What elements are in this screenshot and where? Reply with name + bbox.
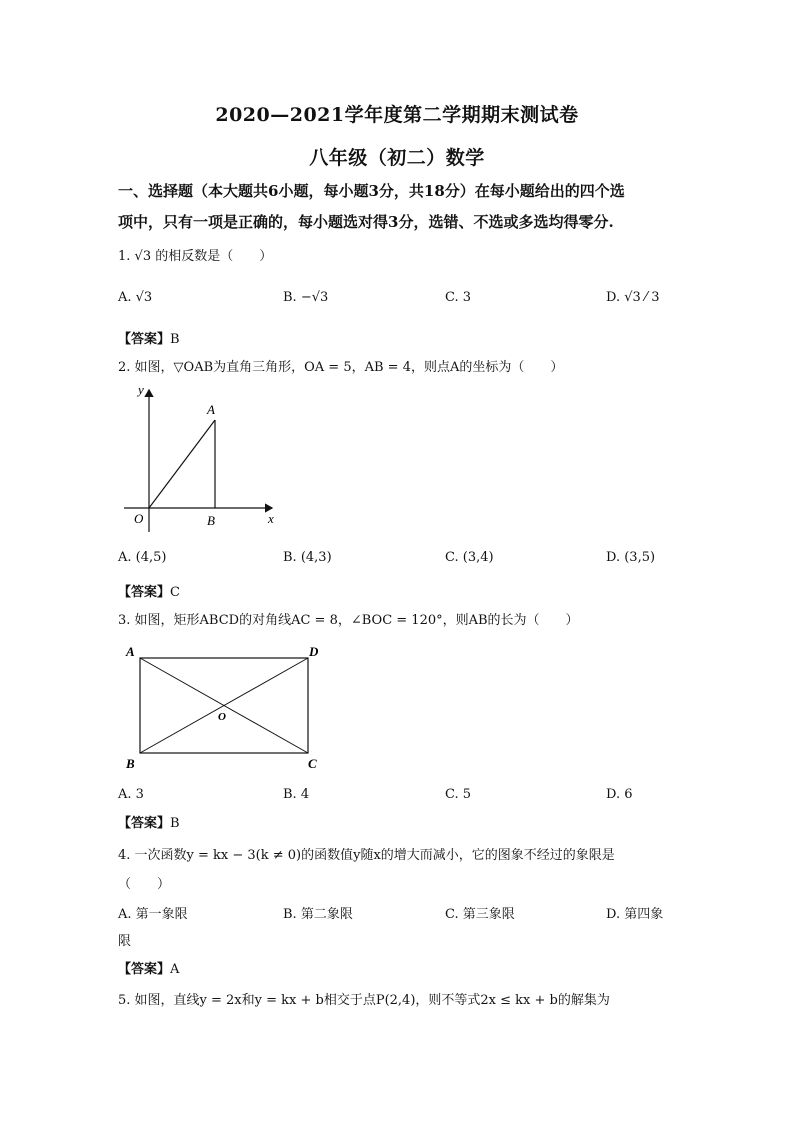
label-o: O [218,711,226,723]
label-y: y [138,382,144,397]
question-3-option-a: A. 3 [118,787,144,802]
label-o: O [134,511,144,526]
question-2-option-d: D. (3,5) [606,550,656,565]
answer-label: 【答案】 [118,816,171,831]
question-4-option-d: D. 第四象 [606,907,664,922]
answer-value: C [170,585,180,600]
answer-label: 【答案】 [118,332,171,347]
question-1-option-d: D. √3 ⁄ 3 [606,290,660,305]
question-1-option-c: C. 3 [445,290,472,305]
answer-value: B [170,332,180,347]
question-1-text: 1. √3 的相反数是（ ） [118,249,273,264]
answer-label: 【答案】 [118,585,171,600]
question-3-option-d: D. 6 [606,787,633,802]
question-3-option-b: B. 4 [283,787,310,802]
section-instructions-line1: 一、选择题（本大题共6小题，每小题3分，共18分）在每小题给出的四个选 [118,182,625,200]
question-4-answer [118,958,179,977]
question-1-answer [118,328,180,347]
label-d: D [309,644,319,659]
answer-value: A [170,962,180,977]
question-4-text: 4. 一次函数y = kx − 3(k ≠ 0)的函数值y随x的增大而减小，它的图象不经过的象限是 [118,848,615,863]
question-3-answer [118,812,180,831]
question-2-answer [118,581,180,600]
label-c: C [308,756,317,770]
question-3-option-c: C. 5 [445,787,472,802]
question-2-option-b: B. (4,3) [283,550,332,565]
label-b: B [126,756,135,770]
label-a: A [126,644,135,659]
section-instructions-line2: 项中，只有一项是正确的，每小题选对得3分，选错、不选或多选均得零分. [118,213,614,231]
question-3-text: 3. 如图，矩形ABCD的对角线AC = 8，∠BOC = 120°，则AB的长为（ ） [118,613,579,628]
question-4-text-continued: （ ） [118,877,171,892]
segment-oa [149,420,215,508]
answer-value: B [170,816,180,831]
page-title: 2020—2021学年度第二学期期末测试卷 [215,104,579,126]
question-4-option-c: C. 第三象限 [445,907,515,922]
question-4-option-b: B. 第二象限 [283,907,353,922]
question-4-option-d-wrap: 限 [118,934,132,949]
question-5-text: 5. 如图，直线y = 2x和y = kx + b相交于点P(2,4)，则不等式2x ≤ kx + b的解集为 [118,993,610,1008]
label-x: x [268,511,274,526]
question-2-figure [118,382,288,532]
question-3-figure [118,640,333,770]
question-2-text: 2. 如图，▽OAB为直角三角形，OA = 5，AB = 4，则点A的坐标为（ ） [118,360,564,375]
label-b: B [207,513,215,528]
question-2-option-c: C. (3,4) [445,550,494,565]
question-2-option-a: A. (4,5) [118,550,167,565]
question-1-option-b: B. −√3 [283,290,329,305]
question-4-option-a: A. 第一象限 [118,907,188,922]
question-1-option-a: A. √3 [118,290,153,305]
label-a: A [207,402,215,417]
page-subtitle: 八年级（初二）数学 [309,147,485,169]
answer-label: 【答案】 [118,962,171,977]
